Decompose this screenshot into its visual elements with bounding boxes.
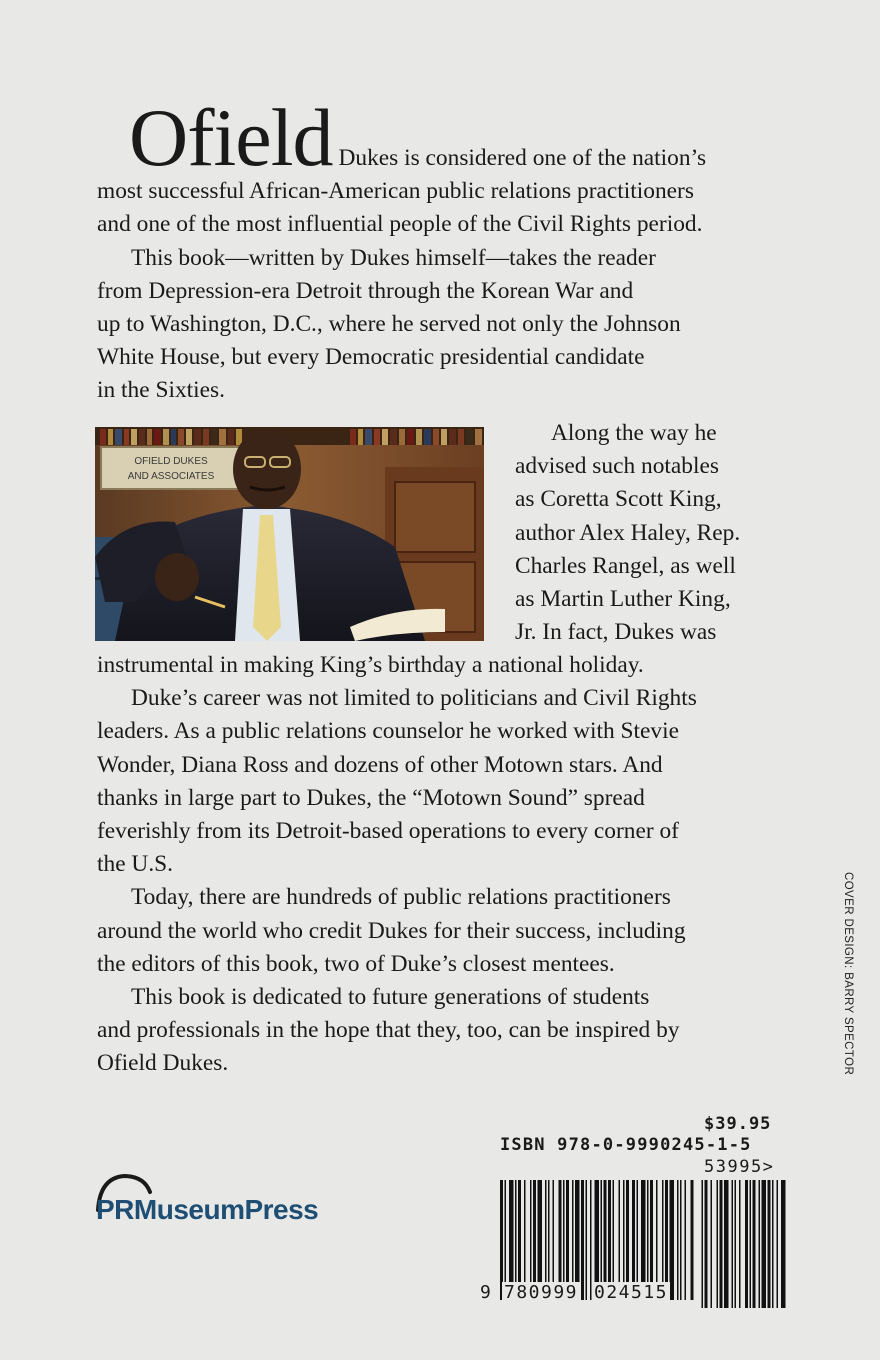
addon-bar: [753, 1180, 756, 1308]
paragraph-2: [97, 242, 803, 408]
addon-bar: [762, 1180, 767, 1308]
addon-bar: [759, 1180, 761, 1308]
addon-bar: [724, 1180, 729, 1308]
para6-line3: Ofield Dukes.: [97, 1050, 229, 1077]
barcode-bar: [581, 1180, 584, 1300]
para4-line3: Wonder, Diana Ross and dozens of other Motown stars. And: [97, 751, 663, 778]
para4-line1: Duke’s career was not limited to politicians and Civil Rights: [131, 685, 697, 712]
para4-line5: feverishly from its Detroit-based operations to every corner of: [97, 818, 679, 845]
paragraph-3-tail: [97, 649, 803, 682]
para4-line6: the U.S.: [97, 851, 174, 878]
addon-bar: [735, 1180, 737, 1308]
paragraph-6: [97, 981, 803, 1081]
para4-line2: leaders. As a public relations counselor he worked with Stevie: [97, 718, 680, 745]
barcode-bar: [691, 1180, 694, 1300]
para2-line2: from Depression-era Detroit through the Korean War and: [97, 277, 634, 304]
barcode-digit-lead: 9: [480, 1282, 491, 1303]
addon-bar: [739, 1180, 741, 1308]
para3-line5: Charles Rangel, as well: [515, 552, 736, 579]
para1-line1: Dukes is considered one of the nation’s: [338, 145, 707, 171]
para3-line4: author Alex Haley, Rep.: [515, 519, 741, 546]
paragraph-4: [97, 682, 803, 881]
para5-line2: around the world who credit Dukes for their success, including: [97, 917, 686, 944]
addon-bar: [777, 1180, 779, 1308]
barcode-bar: [685, 1180, 687, 1300]
barcode-bar: [586, 1180, 588, 1300]
para3-line6: as Martin Luther King,: [515, 586, 731, 613]
addon-bar: [720, 1180, 723, 1308]
para3-line2: advised such notables: [515, 453, 719, 480]
para3-tail: instrumental in making King’s birthday a national holiday.: [97, 652, 644, 678]
cover-design-credit: COVER DESIGN: BARRY SPECTOR: [842, 872, 854, 1076]
author-photo: [95, 427, 484, 641]
para3-line1: Along the way he: [551, 420, 717, 446]
publisher-name: PRMuseumPress: [96, 1194, 319, 1225]
addon-bar: [705, 1180, 708, 1308]
para2-line1: This book—written by Dukes himself—takes the reader: [131, 244, 656, 271]
para3-line7: Jr. In fact, Dukes was: [515, 619, 717, 646]
addon-bar: [781, 1180, 786, 1308]
para2-line3: up to Washington, D.C., where he served not only the Johnson: [97, 311, 681, 338]
barcode-bar: [670, 1180, 675, 1300]
para4-line4: thanks in large part to Dukes, the “Motown Sound” spread: [97, 784, 645, 811]
addon-bar: [717, 1180, 719, 1308]
para3-line3: as Coretta Scott King,: [515, 486, 722, 513]
addon-bar: [745, 1180, 748, 1308]
addon-bar: [702, 1180, 704, 1308]
para1-line2: most successful African-American public relations practitioners: [97, 178, 694, 205]
back-cover-text-lower: [97, 649, 803, 1081]
paragraph-5: [97, 881, 803, 981]
addon-bar: [732, 1180, 734, 1308]
para5-line1: Today, there are hundreds of public relations practitioners: [131, 884, 671, 911]
addon-bar: [768, 1180, 771, 1308]
para2-line5: in the Sixties.: [97, 377, 225, 404]
barcode-bar: [680, 1180, 682, 1300]
para6-line2: and professionals in the hope that they, too, can be inspired by: [97, 1017, 680, 1044]
barcode-digits-left: 780999: [504, 1282, 579, 1303]
addon-bar: [772, 1180, 774, 1308]
para1-line3: and one of the most influential people of the Civil Rights period.: [97, 211, 703, 238]
sign-line2: AND ASSOCIATES: [127, 471, 215, 482]
publisher-logo: [96, 1172, 356, 1228]
price: $39.95: [704, 1114, 772, 1134]
price-code: 53995>: [704, 1157, 775, 1177]
drop-word: Ofield: [129, 92, 333, 183]
addon-bar: [711, 1180, 713, 1308]
sign-line1: OFIELD DUKES: [134, 456, 208, 467]
isbn-text: ISBN 978-0-9990245-1-5: [500, 1135, 752, 1155]
back-cover-text: [97, 92, 803, 408]
paragraph-3-float: [515, 417, 805, 649]
barcode-bar: [677, 1180, 679, 1300]
para5-line3: the editors of this book, two of Duke’s closest mentees.: [97, 950, 615, 977]
para6-line1: This book is dedicated to future generations of students: [131, 984, 650, 1011]
para2-line4: White House, but every Democratic presidential candidate: [97, 344, 645, 371]
paragraph-1: [97, 92, 803, 242]
addon-bar: [750, 1180, 752, 1308]
barcode-digits-right: 024515: [594, 1282, 669, 1303]
